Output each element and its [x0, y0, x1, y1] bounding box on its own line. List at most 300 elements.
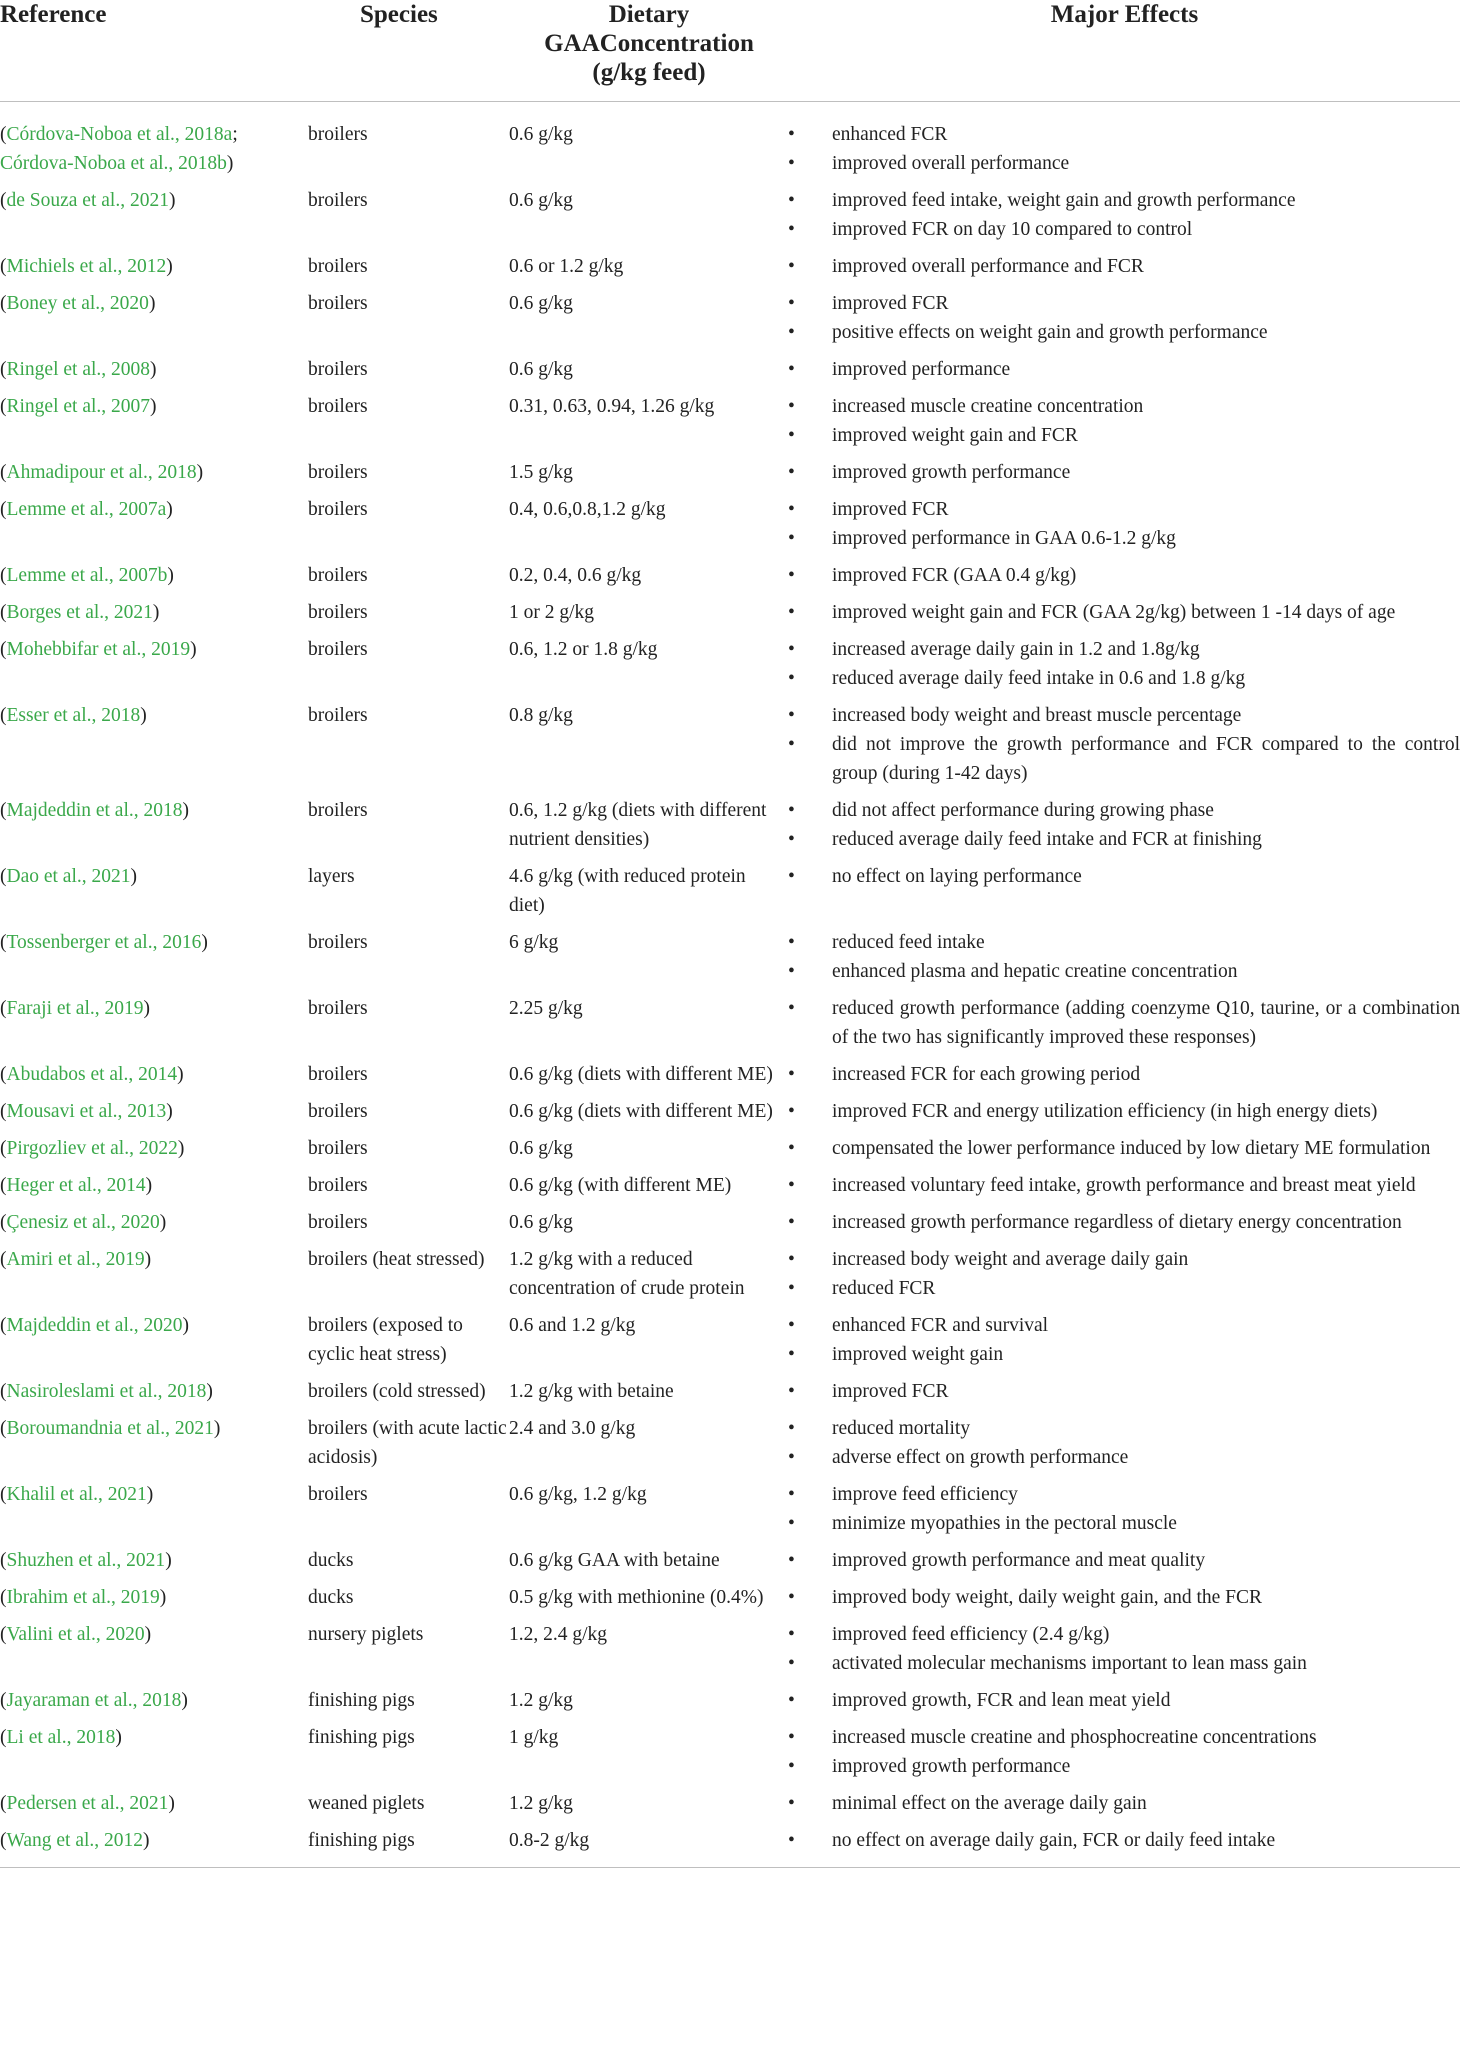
- citation-link[interactable]: Boroumandnia et al., 2021: [6, 1418, 214, 1439]
- reference-cell: [0, 1245, 308, 1311]
- effects-cell: [789, 1097, 1460, 1134]
- concentration-cell: 0.5 g/kg with methionine (0.4%): [509, 1587, 764, 1608]
- effects-list: [789, 1620, 1460, 1678]
- reference-cell: [0, 102, 308, 187]
- table-row: [0, 186, 1460, 252]
- bullet-icon: •: [788, 1624, 795, 1645]
- citation-link[interactable]: Çenesiz et al., 2020: [6, 1212, 160, 1233]
- citation-link[interactable]: Michiels et al., 2012: [6, 256, 167, 277]
- concentration-cell: 0.6 g/kg (diets with different ME): [509, 1064, 773, 1085]
- citation-punctuation: ): [159, 1587, 167, 1608]
- effect-text: reduced average daily feed intake in 0.6 and 1.8 g/kg: [832, 668, 1246, 689]
- header-row: [0, 0, 1460, 102]
- citation-punctuation: ): [177, 1064, 184, 1085]
- effect-text: reduced average daily feed intake and FCR at finishing: [832, 829, 1262, 850]
- effects-list: [789, 1060, 1460, 1089]
- citation-punctuation: (: [0, 866, 7, 887]
- reference-cell: [0, 701, 308, 796]
- effect-list-item: [789, 1583, 1460, 1612]
- species-cell: broilers: [308, 1484, 368, 1505]
- citation-link[interactable]: Majdeddin et al., 2020: [6, 1315, 183, 1336]
- citation-punctuation: ): [182, 1315, 190, 1336]
- effect-list-item: [789, 1826, 1460, 1855]
- effects-list: [789, 1583, 1460, 1612]
- reference-cell: [0, 1686, 308, 1723]
- species-cell: broilers: [308, 499, 368, 520]
- citation-link[interactable]: Mohebbifar et al., 2019: [6, 639, 191, 660]
- effect-list-item: [789, 1208, 1460, 1237]
- citation-punctuation: (: [0, 1315, 7, 1336]
- effects-list: [789, 458, 1460, 487]
- effect-list-item: [789, 355, 1460, 384]
- reference-cell: [0, 1826, 308, 1863]
- effect-text: increased body weight and breast muscle percentage: [832, 705, 1242, 726]
- bullet-icon: •: [788, 1756, 795, 1777]
- table-row: [0, 635, 1460, 701]
- citation-link[interactable]: Ringel et al., 2008: [6, 359, 151, 380]
- effect-list-item: [789, 701, 1460, 730]
- bullet-icon: •: [788, 1344, 795, 1365]
- effect-text: did not improve the growth performance and FCR compared to the control group (during 1-42 days): [832, 734, 1460, 784]
- effect-text: improved FCR (GAA 0.4 g/kg): [832, 565, 1077, 586]
- bullet-icon: •: [788, 1212, 795, 1233]
- citation-link[interactable]: Heger et al., 2014: [6, 1175, 146, 1196]
- effect-text: increased voluntary feed intake, growth performance and breast meat yield: [832, 1175, 1416, 1196]
- species-cell: broilers: [308, 998, 368, 1019]
- effect-text: increased FCR for each growing period: [832, 1064, 1141, 1085]
- reference-cell: [0, 1546, 308, 1583]
- bullet-icon: •: [788, 705, 795, 726]
- concentration-cell: 0.2, 0.4, 0.6 g/kg: [509, 565, 642, 586]
- table-row: [0, 252, 1460, 289]
- citation-link[interactable]: Pirgozliev et al., 2022: [6, 1138, 178, 1159]
- effect-list-item: [789, 495, 1460, 524]
- effects-list: [789, 701, 1460, 788]
- citation-link[interactable]: Amiri et al., 2019: [6, 1249, 145, 1270]
- concentration-cell: 0.6 or 1.2 g/kg: [509, 256, 624, 277]
- effects-list: [789, 252, 1460, 281]
- effect-text: activated molecular mechanisms important to lean mass gain: [832, 1653, 1307, 1674]
- citation-punctuation: ): [145, 1175, 153, 1196]
- species-cell: nursery piglets: [308, 1624, 424, 1645]
- citation-punctuation: (: [0, 1727, 7, 1748]
- table-row: [0, 1208, 1460, 1245]
- effects-list: [789, 1546, 1460, 1575]
- reference-text: [0, 1171, 308, 1200]
- effect-text: compensated the lower performance induced by low dietary ME formulation: [832, 1138, 1431, 1159]
- citation-link[interactable]: Jayaraman et al., 2018: [6, 1690, 182, 1711]
- species-cell: broilers: [308, 359, 368, 380]
- table-row: [0, 796, 1460, 862]
- reference-cell: [0, 289, 308, 355]
- concentration-cell: 6 g/kg: [509, 932, 559, 953]
- effect-text: improved overall performance: [832, 153, 1070, 174]
- citation-punctuation: ): [196, 462, 204, 483]
- table-row: [0, 1789, 1460, 1826]
- bullet-icon: •: [788, 293, 795, 314]
- effect-list-item: [789, 1171, 1460, 1200]
- citation-link[interactable]: Esser et al., 2018: [6, 705, 141, 726]
- bullet-icon: •: [788, 866, 795, 887]
- effect-list-item: [789, 1620, 1460, 1649]
- effect-list-item: [789, 1686, 1460, 1715]
- citation-punctuation: (: [0, 1064, 7, 1085]
- citation-link[interactable]: Ahmadipour et al., 2018: [6, 462, 197, 483]
- bullet-icon: •: [788, 1064, 795, 1085]
- citation-link[interactable]: Córdova-Noboa et al., 2018a: [6, 124, 233, 145]
- table-row: [0, 701, 1460, 796]
- reference-cell: [0, 252, 308, 289]
- reference-text: [0, 1208, 308, 1237]
- table-row: [0, 862, 1460, 928]
- citation-punctuation: ): [177, 1138, 185, 1159]
- citation-link[interactable]: Dao et al., 2021: [6, 866, 131, 887]
- citation-link[interactable]: Lemme et al., 2007a: [6, 499, 167, 520]
- bullet-icon: •: [788, 1550, 795, 1571]
- citation-punctuation: ): [168, 1793, 175, 1814]
- reference-text: [0, 994, 308, 1023]
- effect-text: improved FCR and energy utilization efficiency (in high energy diets): [832, 1101, 1378, 1122]
- effects-cell: [789, 928, 1460, 994]
- table-body: [0, 102, 1460, 1864]
- species-cell: broilers: [308, 124, 368, 145]
- species-cell: finishing pigs: [308, 1830, 415, 1851]
- reference-cell: [0, 598, 308, 635]
- species-cell: broilers (cold stressed): [308, 1381, 486, 1402]
- species-cell: broilers: [308, 639, 368, 660]
- effects-list: [789, 1097, 1460, 1126]
- reference-cell: [0, 928, 308, 994]
- reference-cell: [0, 635, 308, 701]
- table-row: [0, 1546, 1460, 1583]
- effect-text: improved weight gain and FCR: [832, 425, 1078, 446]
- effects-cell: [789, 1686, 1460, 1723]
- effects-cell: [789, 862, 1460, 928]
- header-concentration-line1: Dietary: [608, 1, 690, 28]
- bullet-icon: •: [788, 1418, 795, 1439]
- effect-list-item: [789, 664, 1460, 693]
- effect-text: increased average daily gain in 1.2 and 1.8g/kg: [832, 639, 1200, 660]
- reference-text: [0, 635, 308, 664]
- citation-punctuation: ): [140, 705, 147, 726]
- effect-text: improved feed intake, weight gain and growth performance: [832, 190, 1296, 211]
- citation-punctuation: (: [0, 1830, 7, 1851]
- effects-cell: [789, 796, 1460, 862]
- header-major-effects: Major Effects: [789, 0, 1460, 102]
- citation-punctuation: ): [150, 396, 157, 417]
- concentration-cell: 1 or 2 g/kg: [509, 602, 595, 623]
- effect-list-item: [789, 928, 1460, 957]
- reference-cell: [0, 495, 308, 561]
- citation-punctuation: (: [0, 800, 7, 821]
- effect-list-item: [789, 215, 1460, 244]
- citation-punctuation: (: [0, 705, 7, 726]
- effect-list-item: [789, 1097, 1460, 1126]
- bullet-icon: •: [788, 1447, 795, 1468]
- citation-link[interactable]: Lemme et al., 2007b: [6, 565, 168, 586]
- citation-punctuation: ): [201, 932, 208, 953]
- concentration-cell: 0.6, 1.2 or 1.8 g/kg: [509, 639, 658, 660]
- citation-link[interactable]: de Souza et al., 2021: [6, 190, 169, 211]
- effect-text: increased growth performance regardless of dietary energy concentration: [832, 1212, 1402, 1233]
- reference-cell: [0, 561, 308, 598]
- concentration-cell: 0.6 g/kg: [509, 293, 573, 314]
- citation-punctuation: (: [0, 565, 7, 586]
- citation-link[interactable]: Córdova-Noboa et al., 2018b: [0, 153, 227, 174]
- header-reference: Reference: [0, 0, 308, 102]
- effects-list: [789, 1686, 1460, 1715]
- effect-list-item: [789, 1509, 1460, 1538]
- citation-punctuation: ): [166, 499, 173, 520]
- citation-punctuation: ): [146, 1484, 154, 1505]
- effect-list-item: [789, 318, 1460, 347]
- effects-list: [789, 495, 1460, 553]
- reference-text: [0, 1620, 308, 1649]
- citation-link[interactable]: Mousavi et al., 2013: [6, 1101, 167, 1122]
- effects-cell: [789, 1723, 1460, 1789]
- citation-punctuation: ): [148, 293, 156, 314]
- citation-punctuation: ): [182, 800, 190, 821]
- effect-text: improved FCR: [832, 293, 949, 314]
- citation-link[interactable]: Boney et al., 2020: [6, 293, 149, 314]
- effect-list-item: [789, 825, 1460, 854]
- bullet-icon: •: [788, 322, 795, 343]
- concentration-cell: 0.6 g/kg (diets with different ME): [509, 1101, 773, 1122]
- table-row: [0, 1686, 1460, 1723]
- reference-text: [0, 120, 308, 178]
- effect-text: positive effects on weight gain and growth performance: [832, 322, 1268, 343]
- species-cell: broilers (exposed to cyclic heat stress): [308, 1315, 463, 1365]
- effects-cell: [789, 1311, 1460, 1377]
- reference-text: [0, 1583, 308, 1612]
- citation-link[interactable]: Nasiroleslami et al., 2018: [6, 1381, 207, 1402]
- concentration-cell: 1.2, 2.4 g/kg: [509, 1624, 608, 1645]
- effect-list-item: [789, 1245, 1460, 1274]
- bullet-icon: •: [788, 1830, 795, 1851]
- citation-punctuation: ): [115, 1727, 122, 1748]
- species-cell: finishing pigs: [308, 1727, 415, 1748]
- citation-punctuation: (: [0, 293, 7, 314]
- citation-punctuation: (: [0, 462, 7, 483]
- bullet-icon: •: [788, 1381, 795, 1402]
- reference-cell: [0, 1789, 308, 1826]
- effects-list: [789, 1789, 1460, 1818]
- citation-punctuation: ): [206, 1381, 213, 1402]
- effect-list-item: [789, 796, 1460, 825]
- bullet-icon: •: [788, 190, 795, 211]
- citation-link[interactable]: Ibrahim et al., 2019: [6, 1587, 160, 1608]
- effects-cell: [789, 1060, 1460, 1097]
- citation-link[interactable]: Li et al., 2018: [6, 1727, 116, 1748]
- reference-text: [0, 252, 308, 281]
- bullet-icon: •: [788, 219, 795, 240]
- effect-list-item: [789, 598, 1460, 627]
- effect-text: improved body weight, daily weight gain, and the FCR: [832, 1587, 1263, 1608]
- citation-link[interactable]: Majdeddin et al., 2018: [6, 800, 183, 821]
- species-cell: broilers: [308, 1064, 368, 1085]
- species-cell: broilers: [308, 293, 368, 314]
- effects-list: [789, 635, 1460, 693]
- citation-punctuation: ): [143, 1830, 150, 1851]
- bullet-icon: •: [788, 1513, 795, 1534]
- reference-cell: [0, 796, 308, 862]
- reference-text: [0, 1546, 308, 1575]
- species-cell: broilers: [308, 396, 368, 417]
- citation-punctuation: ): [165, 1550, 172, 1571]
- table-row: [0, 1723, 1460, 1789]
- reference-text: [0, 598, 308, 627]
- reference-text: [0, 561, 308, 590]
- reference-text: [0, 1723, 308, 1752]
- citation-link[interactable]: Abudabos et al., 2014: [6, 1064, 178, 1085]
- reference-cell: [0, 1583, 308, 1620]
- effects-list: [789, 1826, 1460, 1855]
- citation-link[interactable]: Valini et al., 2020: [6, 1624, 145, 1645]
- effect-text: improved weight gain: [832, 1344, 1004, 1365]
- effect-list-item: [789, 1723, 1460, 1752]
- effect-list-item: [789, 862, 1460, 891]
- effect-text: reduced mortality: [832, 1418, 971, 1439]
- effects-list: [789, 1723, 1460, 1781]
- effect-list-item: [789, 1789, 1460, 1818]
- bullet-icon: •: [788, 998, 795, 1019]
- reference-cell: [0, 1060, 308, 1097]
- effect-text: improved FCR on day 10 compared to control: [832, 219, 1193, 240]
- citation-punctuation: (: [0, 1587, 7, 1608]
- citation-punctuation: ): [144, 1624, 152, 1645]
- species-cell: broilers: [308, 462, 368, 483]
- concentration-cell: 2.25 g/kg: [509, 998, 583, 1019]
- concentration-cell: 0.6 g/kg GAA with betaine: [509, 1550, 720, 1571]
- species-cell: weaned piglets: [308, 1793, 425, 1814]
- effect-list-item: [789, 730, 1460, 788]
- table-row: [0, 355, 1460, 392]
- reference-text: [0, 1826, 308, 1855]
- table-row: [0, 289, 1460, 355]
- table-row: [0, 1245, 1460, 1311]
- citation-punctuation: ): [166, 256, 173, 277]
- effects-cell: [789, 252, 1460, 289]
- citation-link[interactable]: Ringel et al., 2007: [6, 396, 151, 417]
- reference-cell: [0, 1171, 308, 1208]
- citation-link[interactable]: Khalil et al., 2021: [6, 1484, 147, 1505]
- effect-text: improved FCR: [832, 499, 949, 520]
- species-cell: ducks: [308, 1550, 354, 1571]
- species-cell: broilers: [308, 705, 368, 726]
- effects-cell: [789, 1171, 1460, 1208]
- concentration-cell: 0.8-2 g/kg: [509, 1830, 590, 1851]
- effects-list: [789, 289, 1460, 347]
- effect-list-item: [789, 120, 1460, 149]
- effect-list-item: [789, 289, 1460, 318]
- table-row: [0, 1377, 1460, 1414]
- effects-cell: [789, 1583, 1460, 1620]
- effect-text: improved performance: [832, 359, 1011, 380]
- reference-cell: [0, 994, 308, 1060]
- effects-cell: [789, 561, 1460, 598]
- bullet-icon: •: [788, 124, 795, 145]
- effect-text: no effect on laying performance: [832, 866, 1082, 887]
- effect-list-item: [789, 635, 1460, 664]
- reference-text: [0, 1414, 308, 1443]
- effect-list-item: [789, 1340, 1460, 1369]
- bullet-icon: •: [788, 602, 795, 623]
- citation-punctuation: ): [143, 998, 151, 1019]
- reference-text: [0, 1686, 308, 1715]
- concentration-cell: 4.6 g/kg (with reduced protein diet): [509, 866, 746, 916]
- effects-cell: [789, 598, 1460, 635]
- concentration-cell: 1.5 g/kg: [509, 462, 573, 483]
- reference-text: [0, 1789, 308, 1818]
- table-row: [0, 994, 1460, 1060]
- effect-text: minimal effect on the average daily gain: [832, 1793, 1147, 1814]
- citation-punctuation: (: [0, 1690, 7, 1711]
- effects-cell: [789, 186, 1460, 252]
- effect-list-item: [789, 1134, 1460, 1163]
- citation-link[interactable]: Pedersen et al., 2021: [6, 1793, 169, 1814]
- concentration-cell: 0.6 g/kg: [509, 1138, 573, 1159]
- effect-text: did not affect performance during growing phase: [832, 800, 1214, 821]
- citation-punctuation: (: [0, 639, 7, 660]
- citation-punctuation: (: [0, 256, 7, 277]
- effect-text: improved growth performance: [832, 462, 1071, 483]
- reference-text: [0, 862, 308, 891]
- effects-cell: [789, 1826, 1460, 1863]
- effects-cell: [789, 1245, 1460, 1311]
- citation-punctuation: ): [167, 565, 174, 586]
- table-row: [0, 458, 1460, 495]
- effects-cell: [789, 355, 1460, 392]
- reference-text: [0, 495, 308, 524]
- bullet-icon: •: [788, 639, 795, 660]
- reference-cell: [0, 1723, 308, 1789]
- table-row: [0, 1097, 1460, 1134]
- bullet-icon: •: [788, 1653, 795, 1674]
- effects-cell: [789, 994, 1460, 1060]
- citation-link[interactable]: Faraji et al., 2019: [6, 998, 144, 1019]
- citation-link[interactable]: Shuzhen et al., 2021: [6, 1550, 166, 1571]
- citation-punctuation: (: [0, 1484, 7, 1505]
- bullet-icon: •: [788, 932, 795, 953]
- citation-punctuation: (: [0, 1550, 7, 1571]
- bullet-icon: •: [788, 1690, 795, 1711]
- effects-cell: [789, 1134, 1460, 1171]
- species-cell: broilers: [308, 932, 368, 953]
- effect-list-item: [789, 1274, 1460, 1303]
- effect-text: improved growth performance: [832, 1756, 1071, 1777]
- reference-text: [0, 186, 308, 215]
- effects-list: [789, 1245, 1460, 1303]
- effect-list-item: [789, 1443, 1460, 1472]
- species-cell: finishing pigs: [308, 1690, 415, 1711]
- effect-list-item: [789, 561, 1460, 590]
- bullet-icon: •: [788, 1484, 795, 1505]
- citation-link[interactable]: Wang et al., 2012: [6, 1830, 144, 1851]
- species-cell: broilers: [308, 1175, 368, 1196]
- concentration-cell: 0.31, 0.63, 0.94, 1.26 g/kg: [509, 396, 715, 417]
- effects-list: [789, 355, 1460, 384]
- table-row: [0, 495, 1460, 561]
- citation-punctuation: (: [0, 1138, 7, 1159]
- citation-link[interactable]: Tossenberger et al., 2016: [6, 932, 202, 953]
- bullet-icon: •: [788, 1587, 795, 1608]
- table-row: [0, 1826, 1460, 1863]
- effects-list: [789, 1134, 1460, 1163]
- reference-cell: [0, 186, 308, 252]
- table-bottom-rule: [0, 1867, 1460, 1868]
- bullet-icon: •: [788, 829, 795, 850]
- citation-link[interactable]: Borges et al., 2021: [6, 602, 153, 623]
